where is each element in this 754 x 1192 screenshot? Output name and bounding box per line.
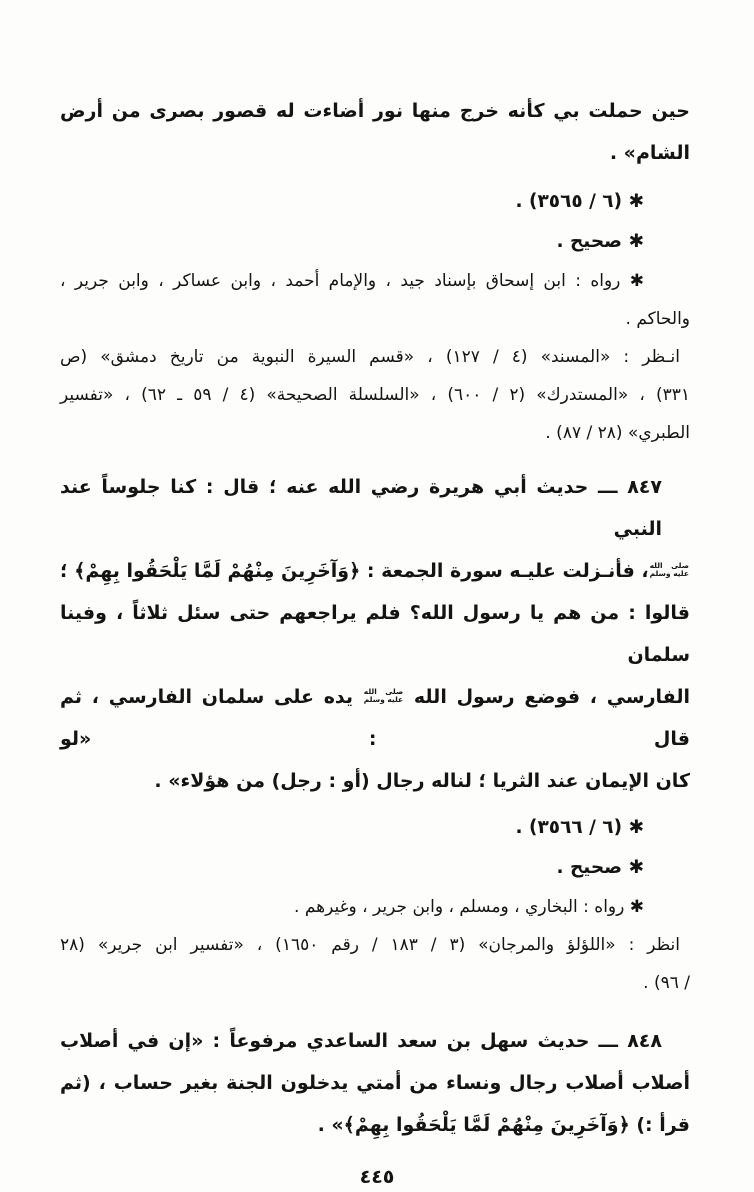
text-line: [60, 1062, 690, 1104]
text-segment: كان الإيمان عند الثريا ؛ لناله رجال (أو : رجل) من هؤلاء» .: [154, 770, 690, 792]
text-line: [60, 550, 690, 592]
text-segment: ✱ رواه : البخاري ، ومسلم ، وابن جرير ، وغيرهم .: [294, 897, 644, 917]
text-line: [60, 848, 690, 888]
narrators-3565: [60, 262, 690, 338]
references-3565: [60, 338, 690, 452]
text-line: [60, 592, 690, 676]
text-line: [60, 808, 690, 848]
text-line: [60, 676, 690, 760]
text-line: [60, 132, 690, 174]
text-segment: قرأ :) ﴿وَآخَرِينَ مِنْهُمْ لَمَّا يَلْحَقُوا بِهِمْ﴾» .: [317, 1114, 690, 1136]
text-segment: والحاكم .: [625, 309, 690, 329]
text-segment: انظر : «اللؤلؤ والمرجان» (٣ / ١٨٣ / رقم ١٦٥٠) ، «تفسير ابن جرير» (٢٨: [60, 935, 680, 955]
text-segment: ، فأنـزلت عليـه سورة الجمعة : ﴿وَآخَرِينَ مِنْهُمْ لَمَّا يَلْحَقُوا بِهِمْ﴾ ؛: [60, 560, 649, 582]
text-line: [60, 926, 690, 964]
text-line: [60, 182, 690, 222]
text-segment: ٨٤٨ ـــ حديث سهل بن سعد الساعدي مرفوعاً : «إن في أصلاب: [60, 1030, 662, 1052]
text-line: [60, 1020, 690, 1062]
text-segment: ✱ صحيح .: [556, 231, 644, 252]
text-line: [60, 1104, 690, 1146]
text-segment: يده على سلمان الفارسي ، ثم قال : «لو: [60, 686, 690, 750]
previous-hadith-tail: [60, 90, 690, 174]
text-line: [60, 888, 690, 926]
hadith-847: [60, 466, 690, 802]
text-segment: ٨٤٧ ـــ حديث أبي هريرة رضي الله عنه ؛ قال : كنا جلوساً عند النبي: [60, 476, 662, 540]
text-line: [60, 262, 690, 300]
page-number: ٤٤٥: [359, 1166, 395, 1188]
text-line: [60, 376, 690, 414]
hadith-848: [60, 1020, 690, 1146]
grading-3566: [60, 848, 690, 888]
text-line: [60, 222, 690, 262]
text-segment: أصلاب أصلاب رجال ونساء من أمتي يدخلون الجنة بغير حساب ، (ثم: [60, 1072, 690, 1094]
text-line: [60, 338, 690, 376]
text-segment: الطبري» (٢٨ / ٨٧) .: [545, 423, 690, 443]
references-3566: [60, 926, 690, 1002]
text-line: [60, 964, 690, 1002]
source-number-3565: [60, 182, 690, 222]
text-segment: حين حملت بي كأنه خرج منها نور أضاءت له قصور بصرى من أرض: [60, 100, 690, 122]
grading-3565: [60, 222, 690, 262]
source-number-3566: [60, 808, 690, 848]
text-line: [60, 90, 690, 132]
text-segment: ٣٣١) ، «المستدرك» (٢ / ٦٠٠) ، «السلسلة الصحيحة» (٤ / ٥٩ ـ ٦٢) ، «تفسير: [60, 385, 690, 405]
text-segment: الشام» .: [609, 142, 690, 164]
text-segment: ✱ (٦ / ٣٥٦٦) .: [515, 817, 644, 838]
sallallahu-alayhi-wasallam-icon: صلى الله عليه وسلم: [649, 561, 689, 578]
text-segment: ✱ صحيح .: [556, 857, 644, 878]
text-segment: / ٩٦) .: [643, 973, 690, 993]
text-line: [60, 300, 690, 338]
text-line: [60, 760, 690, 802]
text-segment: ✱ رواه : ابن إسحاق بإسناد جيد ، والإمام أحمد ، وابن عساكر ، وابن جرير ،: [60, 271, 644, 291]
sallallahu-alayhi-wasallam-icon: صلى الله عليه وسلم: [363, 687, 404, 704]
text-line: [60, 466, 690, 550]
text-segment: انـظر : «المسند» (٤ / ١٢٧) ، «قسم السيرة النبوية من تاريخ دمشق» (ص: [60, 347, 680, 367]
narrators-3566: [60, 888, 690, 926]
text-segment: ✱ (٦ / ٣٥٦٥) .: [515, 191, 644, 212]
text-segment: قالوا : من هم يا رسول الله؟ فلم يراجعهم حتى سئل ثلاثاً ، وفينا سلمان: [60, 602, 690, 666]
text-segment: الفارسي ، فوضع رسول الله: [404, 686, 690, 708]
text-line: [60, 414, 690, 452]
